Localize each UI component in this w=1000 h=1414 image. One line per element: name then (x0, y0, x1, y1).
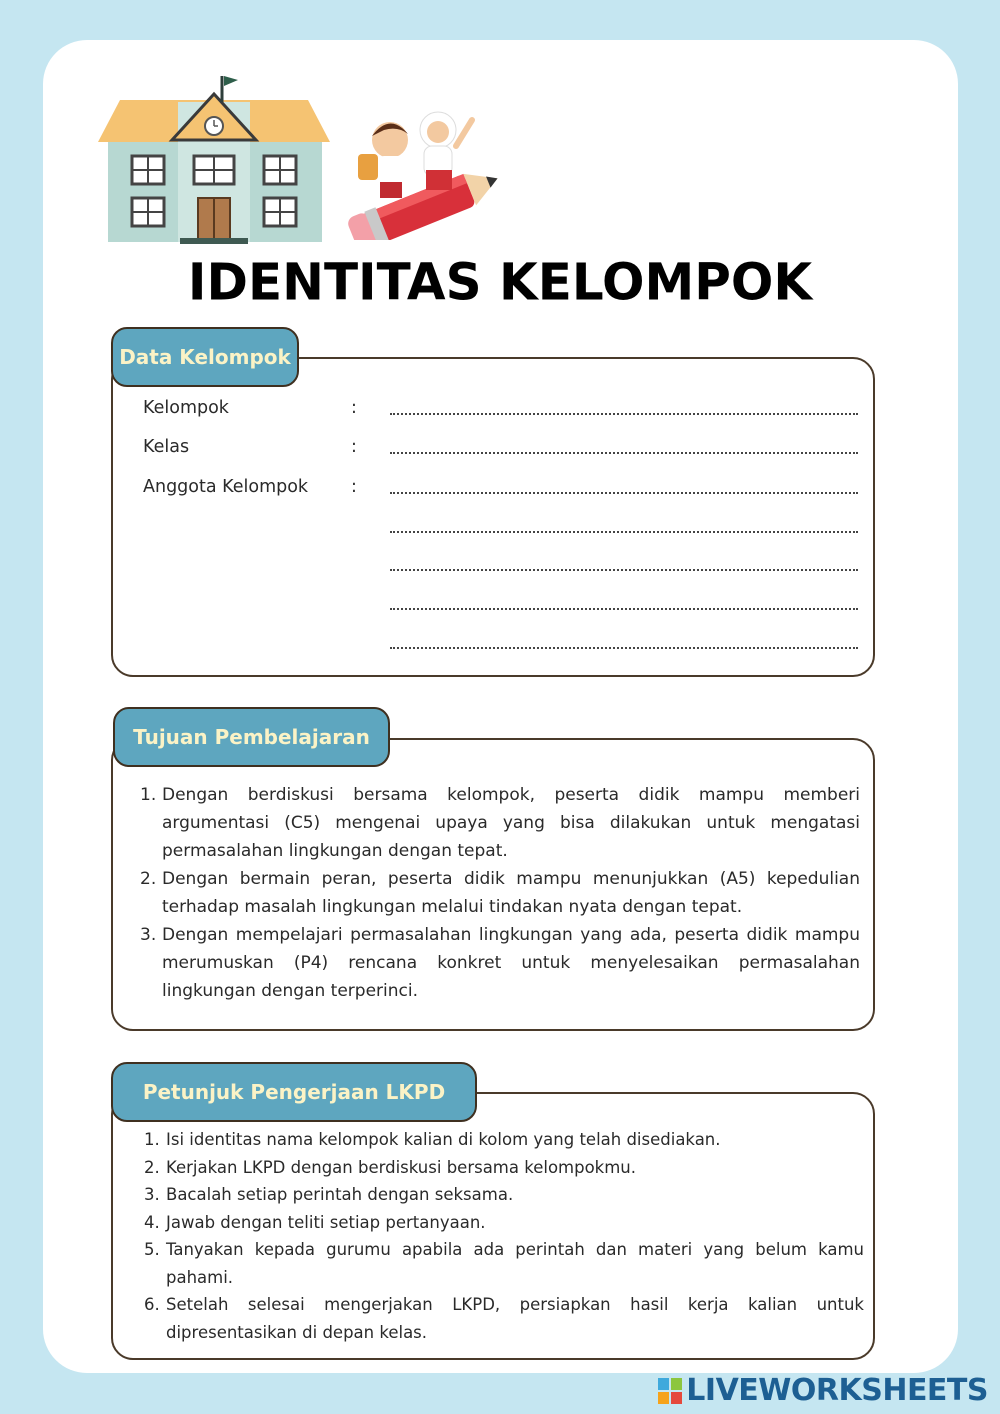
page-title: IDENTITAS KELOMPOK (187, 252, 813, 312)
brand-name: LIVEWORKSHEETS (686, 1373, 988, 1408)
list-number: 3. (140, 925, 157, 945)
tujuan-list (140, 781, 860, 1005)
list-text: Kerjakan LKPD dengan berdiskusi bersama kelompokmu. (166, 1157, 637, 1177)
list-text: Dengan berdiskusi bersama kelompok, peserta didik mampu memberi argumentasi (C5) mengenai upaya yang bisa dilakukan untuk mengatasi permasalahan lingkungan dengan tepat. (162, 785, 860, 861)
field-colon: : (351, 437, 357, 457)
field-label-kelompok: Kelompok (143, 398, 229, 418)
list-text: Bacalah setiap perintah dengan seksama. (166, 1185, 514, 1204)
anggota-input-line-4[interactable] (390, 608, 858, 610)
list-number: 5. (144, 1240, 160, 1259)
list-number: 2. (140, 869, 157, 889)
list-text: Setelah selesai mengerjakan LKPD, persiapkan hasil kerja kalian untuk dipresentasikan di depan kelas. (166, 1295, 864, 1342)
list-number: 3. (144, 1185, 160, 1204)
liveworksheets-logo-icon (658, 1378, 682, 1404)
list-number: 6. (144, 1295, 160, 1314)
list-item (144, 1181, 864, 1209)
anggota-input-line-3[interactable] (390, 569, 858, 571)
list-item (140, 781, 860, 865)
list-item (144, 1291, 864, 1346)
list-number: 2. (144, 1157, 160, 1177)
list-item (144, 1236, 864, 1291)
list-text: Dengan mempelajari permasalahan lingkungan yang ada, peserta didik mampu merumuskan (P4) rencana konkret untuk menyelesaikan permasalahan lingkungan dengan terperinci. (162, 925, 860, 1001)
list-text: Isi identitas nama kelompok kalian di kolom yang telah disediakan. (166, 1130, 721, 1149)
anggota-input-line-1[interactable] (390, 492, 858, 494)
list-item (144, 1209, 864, 1237)
data-kelompok-tab: Data Kelompok (111, 327, 299, 387)
kelompok-input-line[interactable] (390, 413, 858, 415)
petunjuk-list (144, 1126, 864, 1346)
tujuan-tab: Tujuan Pembelajaran (113, 707, 390, 767)
kids-riding-pencil-illustration (340, 100, 502, 240)
list-item (144, 1126, 864, 1154)
field-label-anggota: Anggota Kelompok (143, 477, 309, 497)
list-text: Tanyakan kepada gurumu apabila ada perintah dan materi yang belum kamu pahami. (166, 1240, 864, 1287)
list-item (144, 1154, 864, 1182)
liveworksheets-brand[interactable] (658, 1373, 988, 1408)
field-colon: : (351, 477, 357, 497)
field-label-kelas: Kelas (143, 437, 190, 457)
anggota-input-line-2[interactable] (390, 531, 858, 533)
list-text: Dengan bermain peran, peserta didik mampu menunjukkan (A5) kepedulian terhadap masalah lingkungan melalui tindakan nyata dengan tepat. (162, 869, 860, 917)
list-item (140, 921, 860, 1005)
anggota-input-line-5[interactable] (390, 647, 858, 649)
field-colon: : (351, 398, 357, 418)
list-text: Jawab dengan teliti setiap pertanyaan. (166, 1212, 486, 1232)
list-number: 1. (144, 1130, 160, 1149)
school-building-illustration (98, 72, 330, 248)
kelas-input-line[interactable] (390, 452, 858, 454)
list-item (140, 865, 860, 921)
petunjuk-tab: Petunjuk Pengerjaan LKPD (111, 1062, 477, 1122)
list-number: 1. (140, 785, 157, 805)
list-number: 4. (144, 1212, 160, 1232)
